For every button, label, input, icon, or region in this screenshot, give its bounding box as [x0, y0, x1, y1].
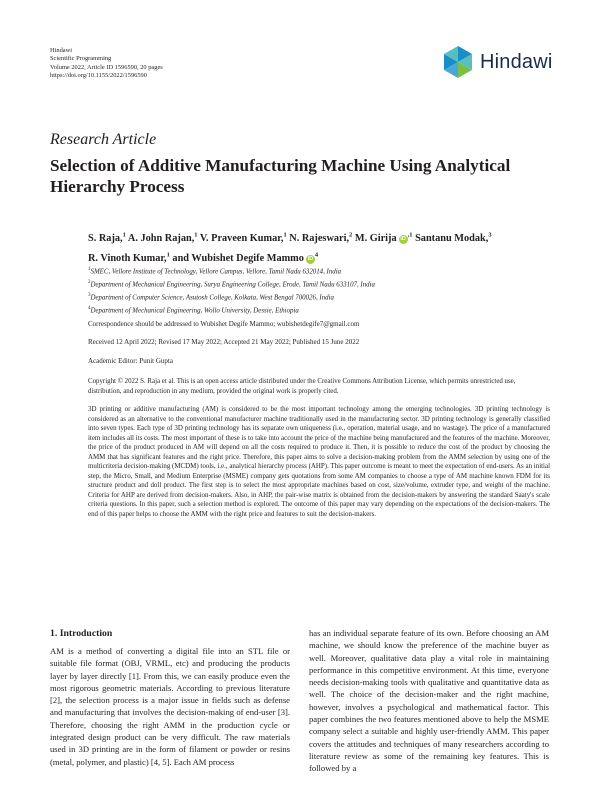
publisher-logo[interactable]: [441, 45, 553, 79]
title-line-1: Selection of Additive Manufacturing Machine Using Analytical: [50, 156, 511, 175]
logo-wordmark: Hindawi: [480, 50, 553, 73]
body-text-left-column: AM is a method of converting a digital file into an STL file or suitable file format (OBJ, VRML, etc) and producing the products layer by layer directly [1]. From this, we can easily produce even the most rigorous geometric materials. According to previous literature [2], the selection process is a major issue in fields such as defense and manufacturing that involves the decision-making of end-user [3]. Therefore, choosing the right AMM in the production cycle or integrated design product can be very difficult. The raw materials used in 3D printing are in the form of filament or powder or resins (metal, polymer, and plastic) [4, 5]. Each AM process: [50, 646, 290, 767]
volume-info: Volume 2022, Article ID 1596590, 20 pages: [50, 63, 163, 71]
hindawi-logo-icon: [441, 45, 475, 79]
author: S. Raja,$^1$: [88, 232, 126, 245]
affiliations: [88, 265, 375, 317]
author-list: [88, 228, 558, 268]
section-heading-introduction: 1. Introduction: [50, 628, 113, 639]
journal-name: Scientific Programming: [50, 55, 112, 63]
article-title: [50, 155, 570, 197]
body-text-right-column: has an individual separate feature of its own. Before choosing an AM machine, we should know the preference of the machine buyer as well. Moreover, qualitative data play a vital role in maintaining performance in this competitive environment. At this time, everyone needs decision-making tools with qualitative and quantitative data as well. The choice of the decision-maker and the right machine, however, involves a psychological and mathematical factor. This paper combines the two features mentioned above to help the MSME company select a suitable and highly user-friendly AMM. This paper covers the attitudes and techniques of many researchers according to literature review as some of the remaining key features. This is followed by a: [309, 628, 549, 774]
author: V. Praveen Kumar,$^1$: [199, 232, 287, 245]
author: N. Rajeswari,$^2$: [289, 232, 353, 245]
affiliation: $^1$SMEC, Vellore Institute of Technology, Vellore Campus, Vellore, Tamil Nadu 632014, India: [88, 267, 342, 276]
author: M. Girija $iD^{,1}$: [354, 232, 413, 245]
abstract: 3D printing or additive manufacturing (AM) is considered to be the most important technology among the emerging technologies. 3D printing technology is considered as an alternative to the conventional manufacturer machine traditionally used in the manufacturing sector. 3D printing technology is generally classified into seven types. Each type of 3D printing technology has its separate own uniqueness (i.e., operation, material usage, and no wastage). The price of a manufactured item includes all its costs. The most important of these is to take into account the price of the machine being manufactured and the features of the machine. Moreover, the price of the product produced in AM will depend on all the costs required to produce it. Then, it is possible to reduce the cost of the product by choosing the AMM that has significant features and the right price. Therefore, this paper aims to solve a decision-making problem from the AMM selection by using one of the multicriteria decision-making (MCDM) tools, i.e., analytical hierarchy process (AHP). This paper outcome is meant to meet the expectation of end-users. As an initial step, the Micro, Small, and Medium Enterprise (MSME) company gets quotations from some AM companies to choose a type of AM machine known FDM for its structure product and doll product. The first step is to select the most appropriate machines based on cost, size/volume, extruder type, and weight of the machine. Criteria for AHP are derived from decision-makers. Also, in AHP, the pair-wise matrix is obtained from the decision-makers by answering the standard Saaty's scale criteria questions. In this paper, such a selection method is explored. The outcome of this paper may vary depending on the expectations of the decision-makers. The end of this paper helps to choose the AMM with the right price and features to suit the decision-makers.: [88, 405, 550, 519]
publisher-name: Hindawi: [50, 47, 73, 54]
author: and Wubishet Degife Mammo $iD^4$: [172, 251, 319, 265]
article-type: Research Article: [50, 131, 157, 148]
affiliation: $^3$Department of Computer Science, Asutosh College, Kolkata, West Bengal 700026, India: [88, 292, 334, 302]
affiliation: $^2$Department of Mechanical Engineering, Surya Engineering College, Erode, Tamil Nadu 633107, India: [88, 279, 375, 289]
author: R. Vinoth Kumar,$^1$: [88, 251, 170, 265]
orcid-icon[interactable]: iD: [307, 256, 314, 263]
title-line-2: Hierarchy Process: [50, 177, 185, 196]
author: A. John Rajan,$^1$: [127, 232, 198, 245]
article-dates: Received 12 April 2022; Revised 17 May 2022; Accepted 21 May 2022; Published 15 June 2022: [88, 338, 360, 346]
author: Santanu Modak,$^3$: [415, 232, 492, 245]
correspondence: Correspondence should be addressed to Wubishet Degife Mammo; wubishetdegife7@gmail.com: [88, 320, 360, 328]
affiliation: $^4$Department of Mechanical Engineering, Wollo University, Dessie, Ethiopia: [88, 305, 299, 314]
orcid-icon[interactable]: iD: [400, 236, 406, 243]
doi-link[interactable]: https://doi.org/10.1155/2022/1596590: [50, 71, 147, 79]
copyright-notice: Copyright © 2022 S. Raja et al. This is an open access article distributed under the Creative Commons Attribution License, which permits unrestricted use, distribution, and reproduction in any medium, provided the original work is properly cited.: [88, 378, 516, 396]
academic-editor: Academic Editor: Punit Gupta: [88, 357, 173, 365]
journal-meta: [50, 47, 163, 80]
